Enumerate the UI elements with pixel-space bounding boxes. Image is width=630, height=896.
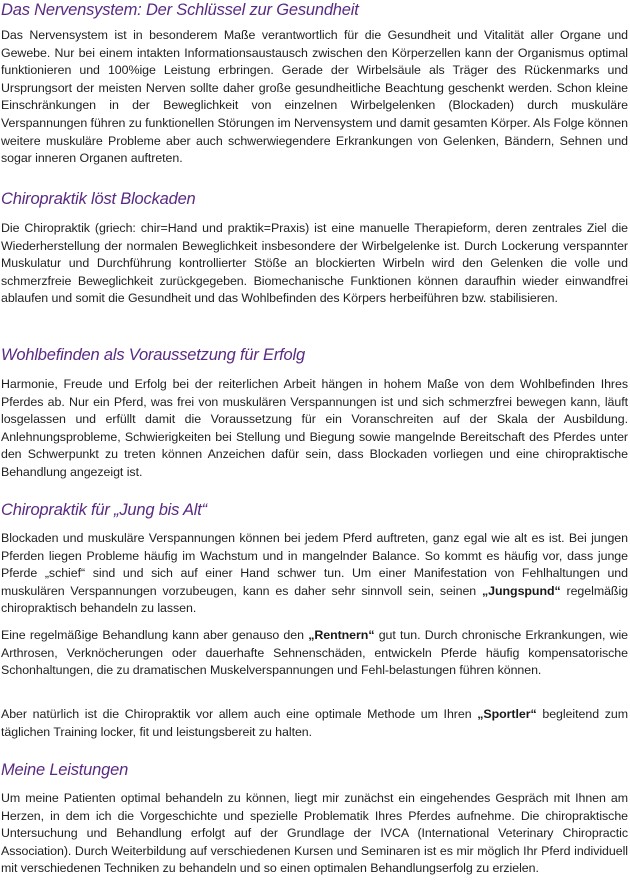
section-title-wohlbefinden: Wohlbefinden als Voraussetzung für Erfolg [1,346,305,364]
text-run: Aber natürlich ist die Chiropraktik vor allem auch eine optimale Methode um Ihren [1,707,478,721]
paragraph-sportler [1,706,628,741]
text-run: Um meine Patienten optimal behandeln zu können, liegt mir zunächst ein eingehendes Gespräch mit Ihnen am Herzen, in dem ich die Vorgeschichte und spezielle Problematik Ihres Pferdes aufnehme. Die chiropraktische Untersuchung und Behandlung erfolgt auf der Grundlage der IVCA (International Veterinary Chiropractic Association). Durch Weiterbildung auf verschiedenen Kursen und Seminaren ist es mir möglich Ihr Pferd individuell mit verschiedenen Techniken zu behandeln und so einen optimalen Behandlungserfolg zu erzielen. [1,791,628,876]
paragraph-nervensystem [1,27,628,168]
emphasis-text: „Rentnern“ [308,628,375,642]
paragraph-jungspund [1,530,628,618]
section-title-leistungen: Meine Leistungen [1,761,129,779]
paragraph-leistungen [1,790,628,878]
paragraph-blockaden [1,220,628,308]
section-title-nervensystem: Das Nervensystem: Der Schlüssel zur Gesundheit [1,1,359,19]
emphasis-text: „Jungspund“ [482,583,561,598]
section-title-blockaden: Chiropraktik löst Blockaden [1,190,196,208]
text-run: regelmäßig chiropraktisch behandeln zu lassen. [1,583,628,616]
section-title-jung-bis-alt: Chiropraktik für „Jung bis Alt“ [1,501,207,519]
text-run: Das Nervensystem ist in besonderem Maße verantwortlich für die Gesundheit und Vitalität aller Organe und Gewebe. Nur bei einem intakten Informationsaustausch zwischen den Körperzellen kann der Organismus optimal funktionieren und 100%ige Leistung erbringen. Gerade der Wirbelsäule als Träger des Rückenmarks und Ursprungsort der meisten Nerven sollte daher große gesundheitliche Beachtung geschenkt werden. Schon kleine Einschränkungen in der Beweglichkeit von einzelnen Wirbelgelenken (Blockaden) durch muskuläre Verspannungen führen zu funktionellen Störungen im Nervensystem und damit gesamten Körper. Als Folge können weitere muskuläre Probleme aber auch schwerwiegendere Erkrankungen von Gelenken, Bändern, Sehnen und sogar inneren Organen auftreten. [1,28,628,166]
text-run: gut tun. Durch chronische Erkrankungen, wie Arthrosen, Verknöcherungen oder dauerhafte Sehnenschäden, entwickeln Pferde häufig kompensatorische Schonhaltungen, die zu dramatischen Muskelverspannungen und Fehl-belastungen führen können. [1,628,629,678]
paragraph-rentner [1,627,628,680]
text-run: Harmonie, Freude und Erfolg bei der reiterlichen Arbeit hängen in hohem Maße von dem Wohlbefinden Ihres Pferdes ab. Nur ein Pferd, was frei von muskulären Verspannungen ist und sich schmerzfrei bewegen kann, läuft losgelassen und erfüllt damit die Voraussetzung für ein Voranschreiten auf der Skala der Ausbildung. Anlehnungsprobleme, Schwierigkeiten bei Stellung und Biegung sowie mangelnde Bereitschaft des Pferdes unter den Schwerpunkt zu treten können Anzeichen dafür sein, dass Blockaden vorliegen und eine chiropraktische Behandlung angezeigt ist. [1,377,628,479]
text-run: Blockaden und muskuläre Verspannungen können bei jedem Pferd auftreten, ganz egal wie alt es ist. Bei jungen Pferden liegen Probleme häufig im Wachstum und in mangelnder Balance. So kommt es häufig vor, dass junge Pferde „schief“ sind und sich auf einer Hand schwer tun. Um einer Manifestation von Fehlhaltungen und muskulären Verspannungen vorzubeugen, kann es daher sehr sinnvoll sein, seinen [1,531,628,598]
emphasis-text: „Sportler“ [477,707,537,721]
text-run: Eine regelmäßige Behandlung kann aber genauso den [1,628,309,642]
paragraph-wohlbefinden [1,376,628,482]
text-run: begleitend zum täglichen Training locker, fit und leistungsbereit zu halten. [1,707,628,739]
text-run: Die Chiropraktik (griech: chir=Hand und praktik=Praxis) ist eine manuelle Therapieform, deren zentrales Ziel die Wiederherstellung der normalen Beweglichkeit insbesondere der Wirbelgelenke ist. Durch Lockerung verspannter Muskulatur und Durchführung kontrollierter Stöße an blockierten Wirbeln wird den Gelenken die volle und schmerzfreie Beweglichkeit zurückgegeben. Biomechanische Funktionen können daraufhin wieder einwandfrei ablaufen und somit die Gesundheit und das Wohlbefinden des Körpers herbeiführen bzw. stabilisieren. [1,221,628,306]
